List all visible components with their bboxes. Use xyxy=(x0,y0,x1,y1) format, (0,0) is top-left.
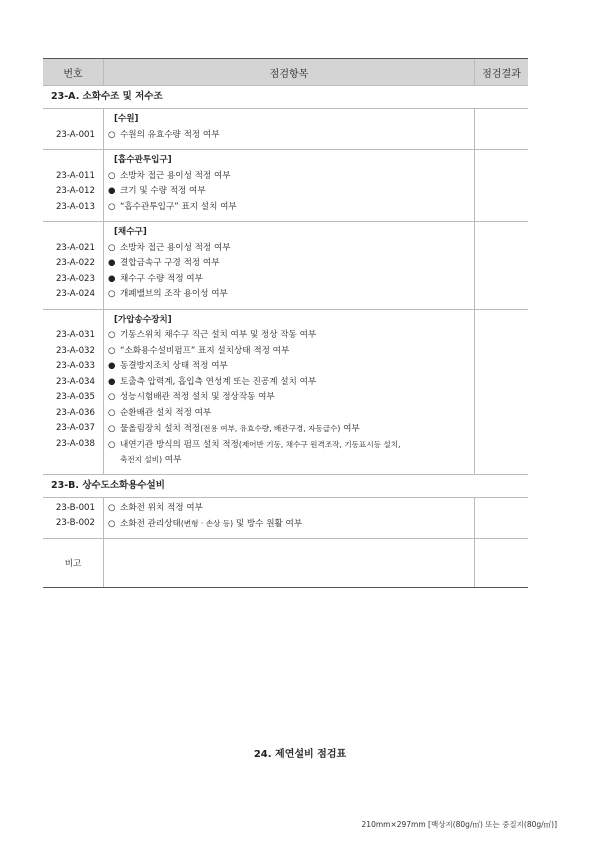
check-item xyxy=(104,501,474,517)
item-detail: (제어반 기동, 채수구 원격조작, 기동표시등 설치, xyxy=(238,439,401,449)
item-text: 성능시험배관 적정 설치 및 정상작동 여부 xyxy=(120,392,275,402)
check-item xyxy=(104,272,474,288)
spacer xyxy=(43,112,103,128)
item-text: 토출측 압력계, 흡입측 연성계 또는 진공계 설치 여부 xyxy=(120,376,317,387)
item-detail: (변형 · 손상 등) xyxy=(180,519,234,528)
open-circle-icon: ○ xyxy=(108,289,116,299)
item-code: 23-A-036 xyxy=(55,407,95,418)
check-item xyxy=(104,437,474,453)
item-code: 23-A-022 xyxy=(55,258,95,268)
item-code: 23-A-012 xyxy=(55,186,95,196)
open-circle-icon: ○ xyxy=(108,170,116,181)
header-no: 번호 xyxy=(43,59,104,85)
item-text: 기동스위치 채수구 직근 설치 여부 및 정상 작동 여부 xyxy=(120,330,317,340)
code-column xyxy=(43,150,104,221)
item-code: 23-A-001 xyxy=(55,129,95,140)
spacer xyxy=(43,452,103,468)
open-circle-icon: ○ xyxy=(108,502,116,513)
header-item: 점검항목 xyxy=(104,59,475,85)
check-item xyxy=(104,359,474,375)
item-code: 23-A-011 xyxy=(55,170,95,181)
item-code: 23-A-035 xyxy=(55,392,95,402)
remarks-row xyxy=(43,539,528,587)
item-text: 크기 및 수량 적정 여부 xyxy=(120,186,206,196)
item-code: 23-A-038 xyxy=(55,438,95,449)
check-item xyxy=(104,375,474,391)
item-column xyxy=(104,222,475,309)
item-text: 물올림장치 설치 적정 xyxy=(120,424,201,434)
item-column xyxy=(104,150,475,221)
check-item xyxy=(104,328,474,344)
item-code: 23-B-001 xyxy=(55,502,95,513)
item-text: 채수구 수량 적정 여부 xyxy=(120,273,203,284)
filled-circle-icon: ● xyxy=(108,273,116,284)
paper-size-note: 210mm×297mm [백상지(80g/㎡) 또는 중질지(80g/㎡)] xyxy=(361,820,557,829)
open-circle-icon: ○ xyxy=(108,519,116,529)
item-group xyxy=(43,150,528,222)
table-header xyxy=(43,59,528,86)
check-item xyxy=(104,344,474,360)
check-item xyxy=(104,256,474,272)
code-column xyxy=(43,109,104,149)
group-title: [수원] xyxy=(114,114,139,124)
check-item-continued xyxy=(104,452,474,468)
item-group xyxy=(43,109,528,150)
open-circle-icon: ○ xyxy=(108,345,116,356)
item-text: 동결방지조치 상태 적정 여부 xyxy=(120,361,228,371)
check-item xyxy=(104,169,474,185)
filled-circle-icon: ● xyxy=(108,186,116,196)
item-detail: (전용 여부, 유효수량, 배관구경, 자동급수) xyxy=(200,424,341,433)
check-item xyxy=(104,421,474,437)
item-text: 소화전 관리상태 xyxy=(120,519,181,529)
result-cell[interactable] xyxy=(475,310,528,474)
item-code: 23-A-037 xyxy=(55,423,95,433)
inspection-table xyxy=(43,58,528,588)
item-group xyxy=(43,310,528,475)
spacer xyxy=(43,313,103,329)
group-title: [흡수관투입구] xyxy=(114,155,172,165)
item-code: 23-A-031 xyxy=(55,330,95,340)
item-column xyxy=(104,310,475,474)
table-body xyxy=(43,86,528,539)
check-item xyxy=(104,406,474,422)
next-form-title: 24. 제연설비 점검표 xyxy=(253,749,347,760)
item-code: 23-A-021 xyxy=(55,242,95,253)
section-title: 23-B. 상수도소화용수설비 xyxy=(43,475,528,498)
item-group xyxy=(43,222,528,310)
item-text: 소방차 접근 용이성 적정 여부 xyxy=(120,242,231,253)
open-circle-icon: ○ xyxy=(108,424,116,434)
item-code: 23-A-034 xyxy=(55,376,95,387)
spacer xyxy=(43,153,103,169)
filled-circle-icon: ● xyxy=(108,376,116,387)
result-cell[interactable] xyxy=(475,109,528,149)
check-item xyxy=(104,241,474,257)
filled-circle-icon: ● xyxy=(108,258,116,268)
open-circle-icon: ○ xyxy=(108,129,116,140)
result-cell[interactable] xyxy=(475,222,528,309)
item-code: 23-A-023 xyxy=(55,273,95,284)
item-text: 내연기관 방식의 펌프 설치 적정 xyxy=(120,439,239,450)
remarks-label: 비고 xyxy=(43,539,104,587)
spacer xyxy=(43,225,103,241)
section-title: 23-A. 소화수조 및 저수조 xyxy=(43,86,528,109)
check-item xyxy=(104,128,474,144)
open-circle-icon: ○ xyxy=(108,439,116,450)
result-cell[interactable] xyxy=(475,498,528,538)
remarks-field[interactable] xyxy=(104,539,475,587)
item-text: 소화전 위치 적정 여부 xyxy=(120,502,203,513)
code-column xyxy=(43,222,104,309)
item-tail: 및 방수 원활 여부 xyxy=(233,519,303,529)
item-code: 23-A-024 xyxy=(55,289,95,299)
open-circle-icon: ○ xyxy=(108,392,116,402)
check-item xyxy=(104,200,474,216)
item-column xyxy=(104,109,475,149)
open-circle-icon: ○ xyxy=(108,201,116,212)
check-item xyxy=(104,287,474,303)
check-item xyxy=(104,516,474,532)
item-code: 23-A-013 xyxy=(55,201,95,212)
item-detail-cont: 축전지 설비) xyxy=(120,455,163,464)
item-tail: 여부 xyxy=(340,424,360,434)
open-circle-icon: ○ xyxy=(108,242,116,253)
check-item xyxy=(104,390,474,406)
group-title: [가압송수장치] xyxy=(114,314,172,325)
item-group xyxy=(43,498,528,539)
item-text: 수원의 유효수량 적정 여부 xyxy=(120,129,220,140)
item-text: “흡수관투입구” 표지 설치 여부 xyxy=(120,201,237,212)
item-code: 23-B-002 xyxy=(55,518,95,528)
item-text: 결합금속구 구경 적정 여부 xyxy=(120,258,220,268)
item-code: 23-A-032 xyxy=(55,345,95,356)
code-column xyxy=(43,498,104,538)
item-column xyxy=(104,498,475,538)
filled-circle-icon: ● xyxy=(108,361,116,371)
header-result: 점검결과 xyxy=(482,68,521,80)
item-text: “소화용수설비펌프” 표지 설치상태 적정 여부 xyxy=(120,345,290,356)
result-cell[interactable] xyxy=(475,150,528,221)
open-circle-icon: ○ xyxy=(108,407,116,418)
item-text: 소방차 접근 용이성 적정 여부 xyxy=(120,170,231,181)
item-code: 23-A-033 xyxy=(55,361,95,371)
open-circle-icon: ○ xyxy=(108,330,116,340)
item-tail: 여부 xyxy=(162,455,182,465)
code-column xyxy=(43,310,104,474)
check-item xyxy=(104,184,474,200)
item-text: 개폐밸브의 조작 용이성 여부 xyxy=(120,289,228,299)
group-title: [채수구] xyxy=(114,227,147,237)
item-text: 순환배관 설치 적정 여부 xyxy=(120,407,212,418)
